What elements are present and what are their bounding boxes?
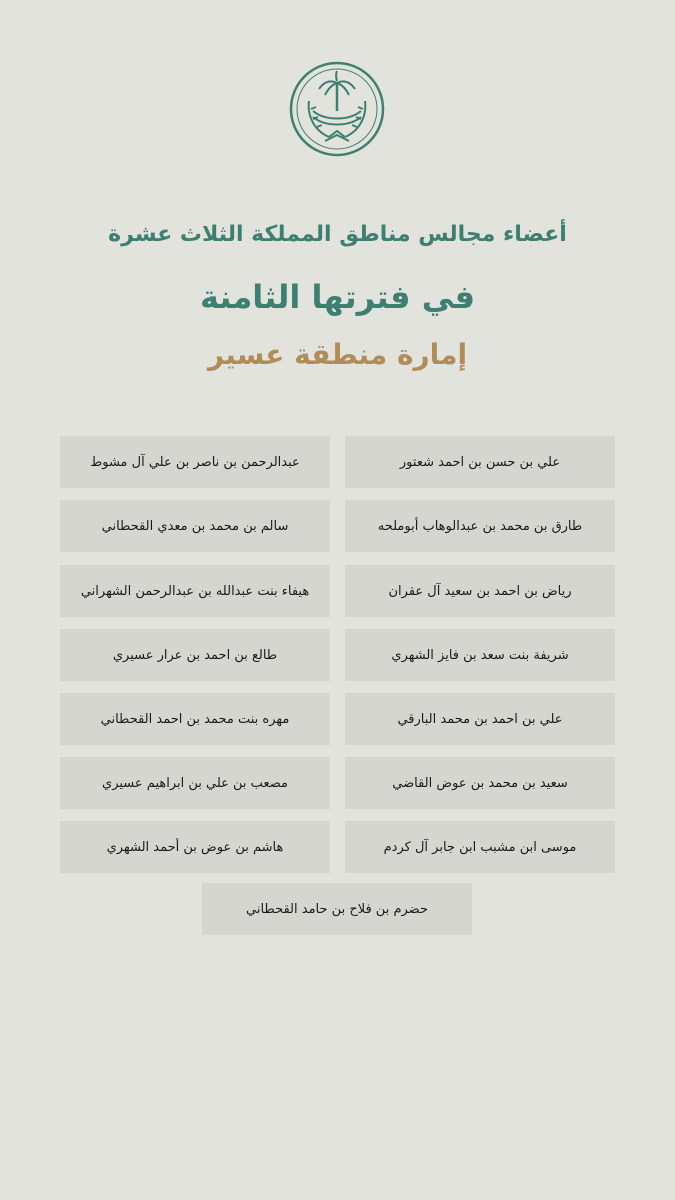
member-cell: عبدالرحمن بن ناصر بن علي آل مشوط <box>60 436 330 488</box>
member-cell: مهره بنت محمد بن احمد القحطاني <box>60 693 330 745</box>
member-cell: هاشم بن عوض بن أحمد الشهري <box>60 821 330 873</box>
member-cell: موسى ابن مشبب ابن جابر آل كردم <box>345 821 615 873</box>
member-cell: طالع بن احمد بن عرار عسيري <box>60 629 330 681</box>
member-cell: سالم بن محمد بن معدي القحطاني <box>60 500 330 552</box>
member-cell: سعيد بن محمد بن عوض القاضي <box>345 757 615 809</box>
header-line-2: في فترتها الثامنة <box>199 278 476 316</box>
member-cell: رياض بن احمد بن سعيد آل عقران <box>345 565 615 617</box>
palm-swords-emblem-icon <box>289 61 385 157</box>
header-line-1: أعضاء مجالس مناطق المملكة الثلاث عشرة <box>108 222 567 247</box>
member-cell: علي بن حسن بن احمد شعتور <box>345 436 615 488</box>
header-line-3: إمارة منطقة عسير <box>207 338 468 371</box>
member-cell: هيفاء بنت عبدالله بن عبدالرحمن الشهراني <box>60 565 330 617</box>
member-cell: طارق بن محمد بن عبدالوهاب أبوملحه <box>345 500 615 552</box>
member-cell: حضرم بن فلاح بن حامد القحطاني <box>202 883 472 935</box>
member-cell: مصعب بن علي بن ابراهيم عسيري <box>60 757 330 809</box>
member-cell: شريفة بنت سعد بن فايز الشهري <box>345 629 615 681</box>
member-cell: علي بن احمد بن محمد البارقي <box>345 693 615 745</box>
